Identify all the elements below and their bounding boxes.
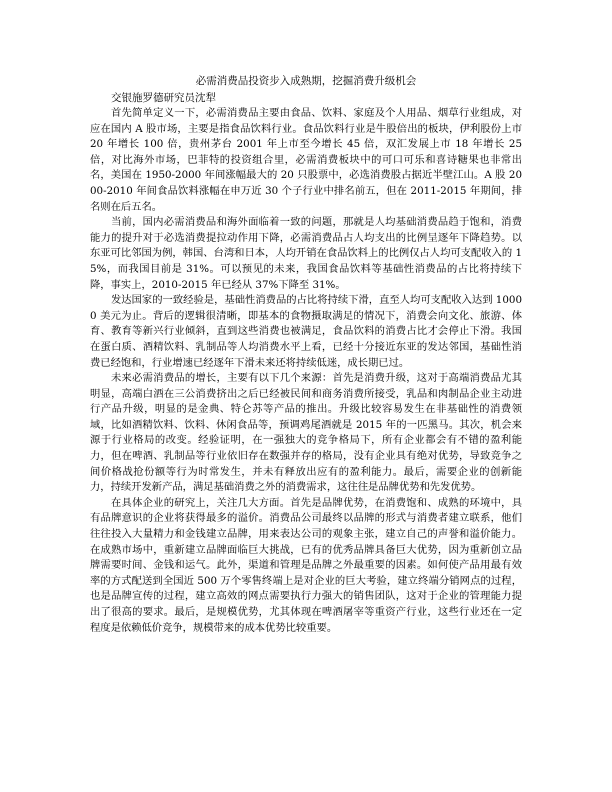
document-page <box>90 74 522 636</box>
paragraph-4: 未来必需消费品的增长，主要有以下几个来源：首先是消费升级，这对于高端消费品尤其明显，高端白酒在三公消费挤出之后已经被民间和商务消费所接受，乳品和肉制品企业主动进行产品升级，明显的是金典、特仑苏等产品的推出。升级比较容易发生在非基础性的消费领域，比如酒精饮料、饮料、休闲食品等，预调鸡尾酒就是 2015 年的一匹黑马。其次，机会来源于行业格局的改变。经验证明，在一强独大的竞争格局下，所有企业都会有不错的盈利能力，但在啤酒、乳制品等行业依旧存在数强并存的格局，没有企业具有绝对优势，导致竞争之间价格战抢份额等行为时常发生，并未有释放出应有的盈利能力。最后，需要企业的创新能力，持续开发新产品，满足基础消费之外的消费需求，这往往是品牌优势和先发优势。 <box>90 372 522 494</box>
paragraph-3: 发达国家的一致经验是，基础性消费品的占比将持续下滑，直至人均可支配收入达到 10000 美元为止。背后的逻辑很清晰，即基本的食物摄取满足的情况下，消费会向文化、旅游、体育、教育等新兴行业倾斜，直到这些消费也被满足，食品饮料的消费占比才会停止下滑。我国在蛋白质、酒精饮料、乳制品等人均消费水平上看，已经十分接近东亚的发达邻国，基础性消费已经饱和，行业增速已经逐年下滑未来还将持续低迷，成长期已过。 <box>90 294 522 369</box>
document-author: 交银施罗德研究员沈犁 <box>111 92 216 104</box>
paragraph-1: 首先简单定义一下，必需消费品主要由食品、饮料、家庭及个人用品、烟草行业组成，对应在国内 A 股市场，主要是指食品饮料行业。食品饮料行业是牛股倍出的板块，伊利股份上市 20 年增长 100 倍，贵州茅台 2001 年上市至今增长 45 倍，双汇发展上市 18 年增长 25 倍，对比海外市场，巴菲特的投资组合里，必需消费板块中的可口可乐和喜诗糖果也非常出名，美国在 1950-2000 年间涨幅最大的 20 只股票中，必选消费股占据近半壁江山。A 股 2000-2010 年间食品饮料涨幅在申万近 30 个子行业中排名前五，但在 2011-2015 年期间，排名则在后五名。 <box>90 107 522 213</box>
document-title: 必需消费品投资步入成熟期，挖掘消费升级机会 <box>195 75 417 87</box>
paragraph-2: 当前，国内必需消费品和海外面临着一致的问题，那就是人均基础消费品趋于饱和，消费能力的提升对于必选消费提拉动作用下降，必需消费品占人均支出的比例呈逐年下降趋势。以东亚可比邻国为例，韩国、台湾和日本，人均开销在食品饮料上的比例仅占人均可支配收入的 15%，而我国目前是 31%。可以预见的未来，我国食品饮料等基础性消费品的占比将持续下降，事实上，2010-2015 年已经从 37%下降至 31%。 <box>90 216 522 291</box>
paragraph-5: 在具体企业的研究上，关注几大方面。首先是品牌优势，在消费饱和、成熟的环境中，具有品牌意识的企业将获得最多的溢价。消费品公司最终以品牌的形式与消费者建立联系，他们往往投入大量精力和金钱建立品牌，用来表达公司的观象主张，建立自己的声誉和溢价能力。在成熟市场中，重新建立品牌面临巨大挑战，已有的优秀品牌具备巨大优势，因为重新创立品牌需要时间、金钱和运气。此外，渠道和管理是品牌之外最重要的因素。如何使产品用最有效率的方式配送到全国近 500 万个零售终端上是对企业的巨大考验，建立终端分销网点的过程，也是品牌宣传的过程，建立高效的网点需要执行力强大的销售团队，这对于企业的管理能力提出了很高的要求。最后，是规模优势，尤其体现在啤酒屠宰等重资产行业，这些行业还在一定程度是依赖低价竞争，规模带来的成本优势比较重要。 <box>90 496 522 634</box>
